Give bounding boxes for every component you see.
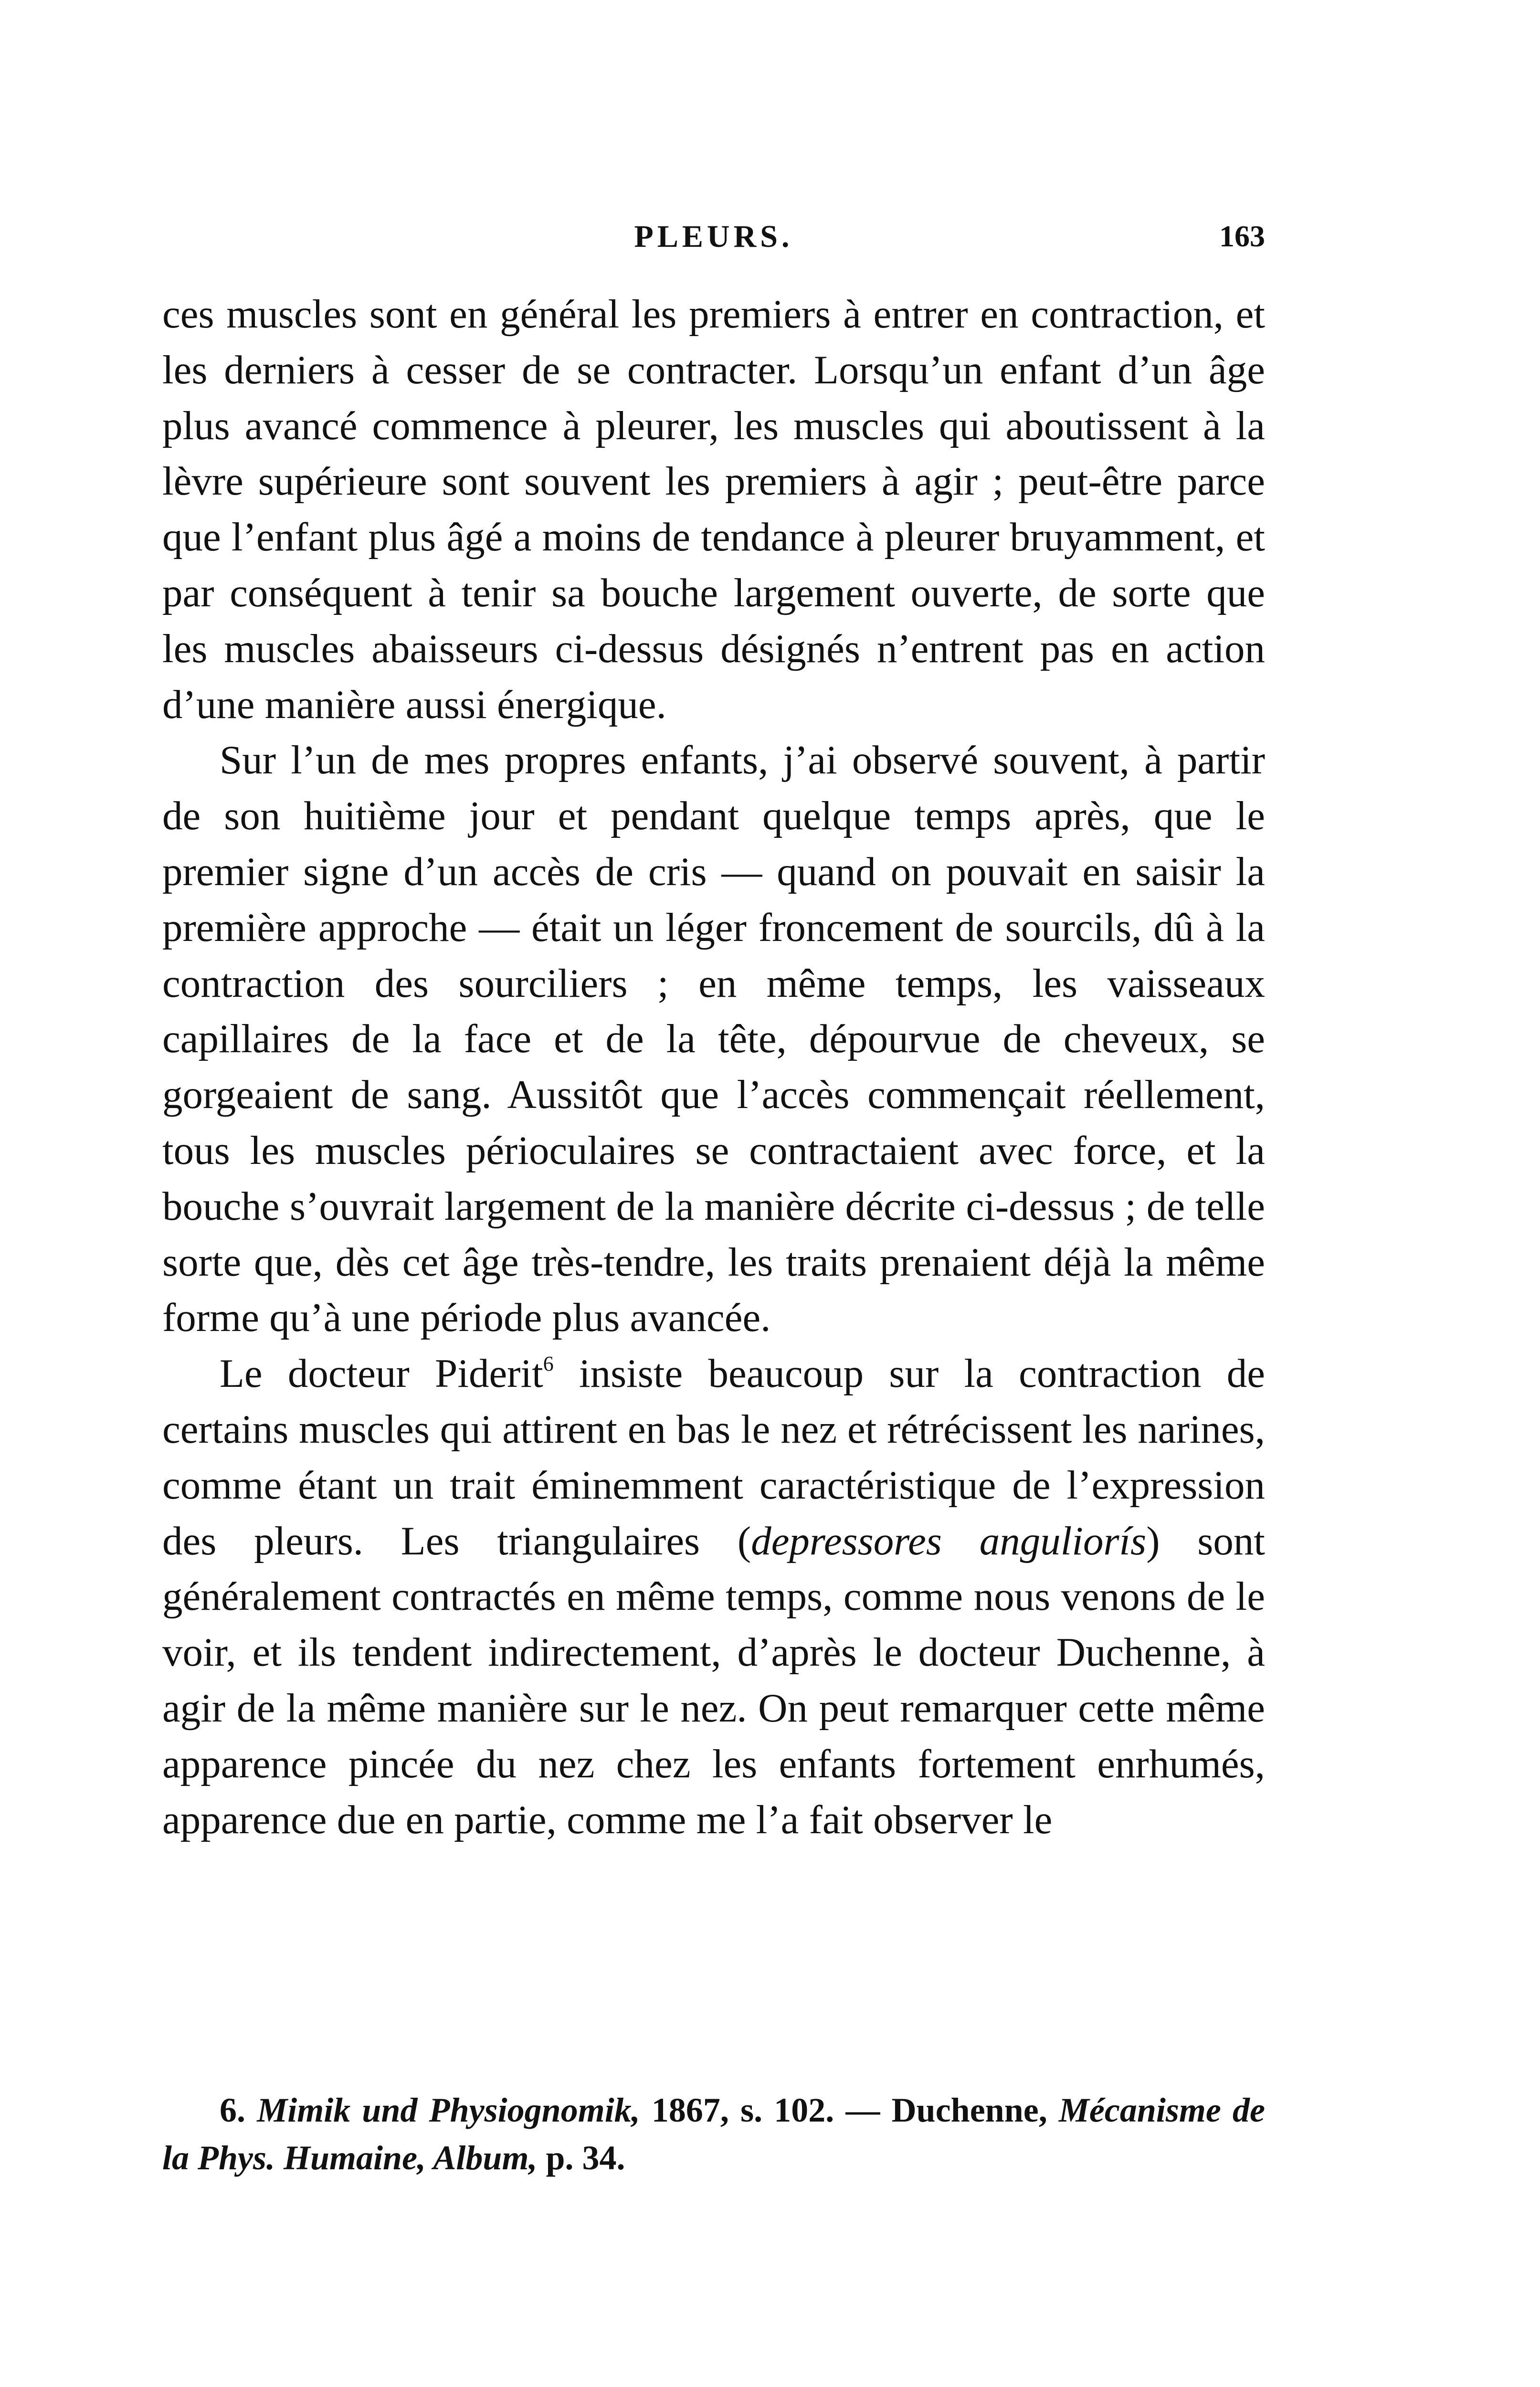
footnote-title: Mécanisme de la Phys. Humaine, Album, <box>162 2091 1266 2177</box>
paragraph-text: Le docteur Piderit <box>220 1351 543 1396</box>
footnote <box>162 2086 1265 2182</box>
paragraph: Sur l’un de mes propres enfants, j’ai observé souvent, à partir de son huitième jour et pendant quelque temps après, que le premier signe d’un accès de cris — quand on pouvait en saisir la première approche — était un léger froncement de sourcils, dû à la contraction des sourciliers ; en même temps, les vaisseaux capillaires de la face et de la tête, dépourvue de cheveux, se gorgeaient de sang. Aussitôt que l’accès commençait réellement, tous les muscles périoculaires se contractaient avec force, et la bouche s’ouvrait largement de la manière décrite ci-dessus ; de telle sorte que, dès cet âge très-tendre, les traits prenaient déjà la même forme qu’à une période plus avancée. <box>162 738 1265 1341</box>
running-title: PLEURS. <box>634 219 793 254</box>
footnote-title: Mimik und Physiognomik, <box>257 2091 640 2129</box>
footnote-number: 6. <box>220 2091 257 2129</box>
running-head <box>162 219 1265 262</box>
page-number: 163 <box>1219 219 1265 253</box>
paragraph <box>162 1346 1265 1848</box>
italic-term: depressores anguliorís <box>751 1518 1147 1563</box>
body-text <box>162 286 1265 1848</box>
footnote-reference[interactable]: 6 <box>543 1352 554 1376</box>
paragraph-text: insiste beaucoup sur la contraction de certains muscles qui attirent en bas le nez et rétrécissent les narines, comme étant un trait éminemment caractéristique de l’expression des pleurs. Les triangulaires ( <box>162 1351 1266 1563</box>
footnote-text: p. 34. <box>537 2139 625 2177</box>
footnotes <box>162 2086 1265 2182</box>
footnote-text: 1867, s. 102. — Duchenne, <box>640 2091 1059 2129</box>
paragraph: ces muscles sont en général les premiers à entrer en contraction, et les derniers à cesser de se contracter. Lorsqu’un enfant d’un âge plus avancé commence à pleurer, les muscles qui aboutissent à la lèvre supérieure sont souvent les premiers à agir ; peut-être parce que l’enfant plus âgé a moins de tendance à pleurer bruyamment, et par conséquent à tenir sa bouche largement ouverte, de sorte que les muscles abaisseurs ci-dessus désignés n’entrent pas en action d’une manière aussi énergique. <box>162 292 1265 727</box>
paragraph-text: ) sont généralement contractés en même temps, comme nous venons de le voir, et ils tendent indirectement, d’après le docteur Duchenne, à agir de la même manière sur le nez. On peut remarquer cette même apparence pincée du nez chez les enfants fortement enrhumés, apparence due en partie, comme me l’a fait observer le <box>162 1518 1265 1842</box>
